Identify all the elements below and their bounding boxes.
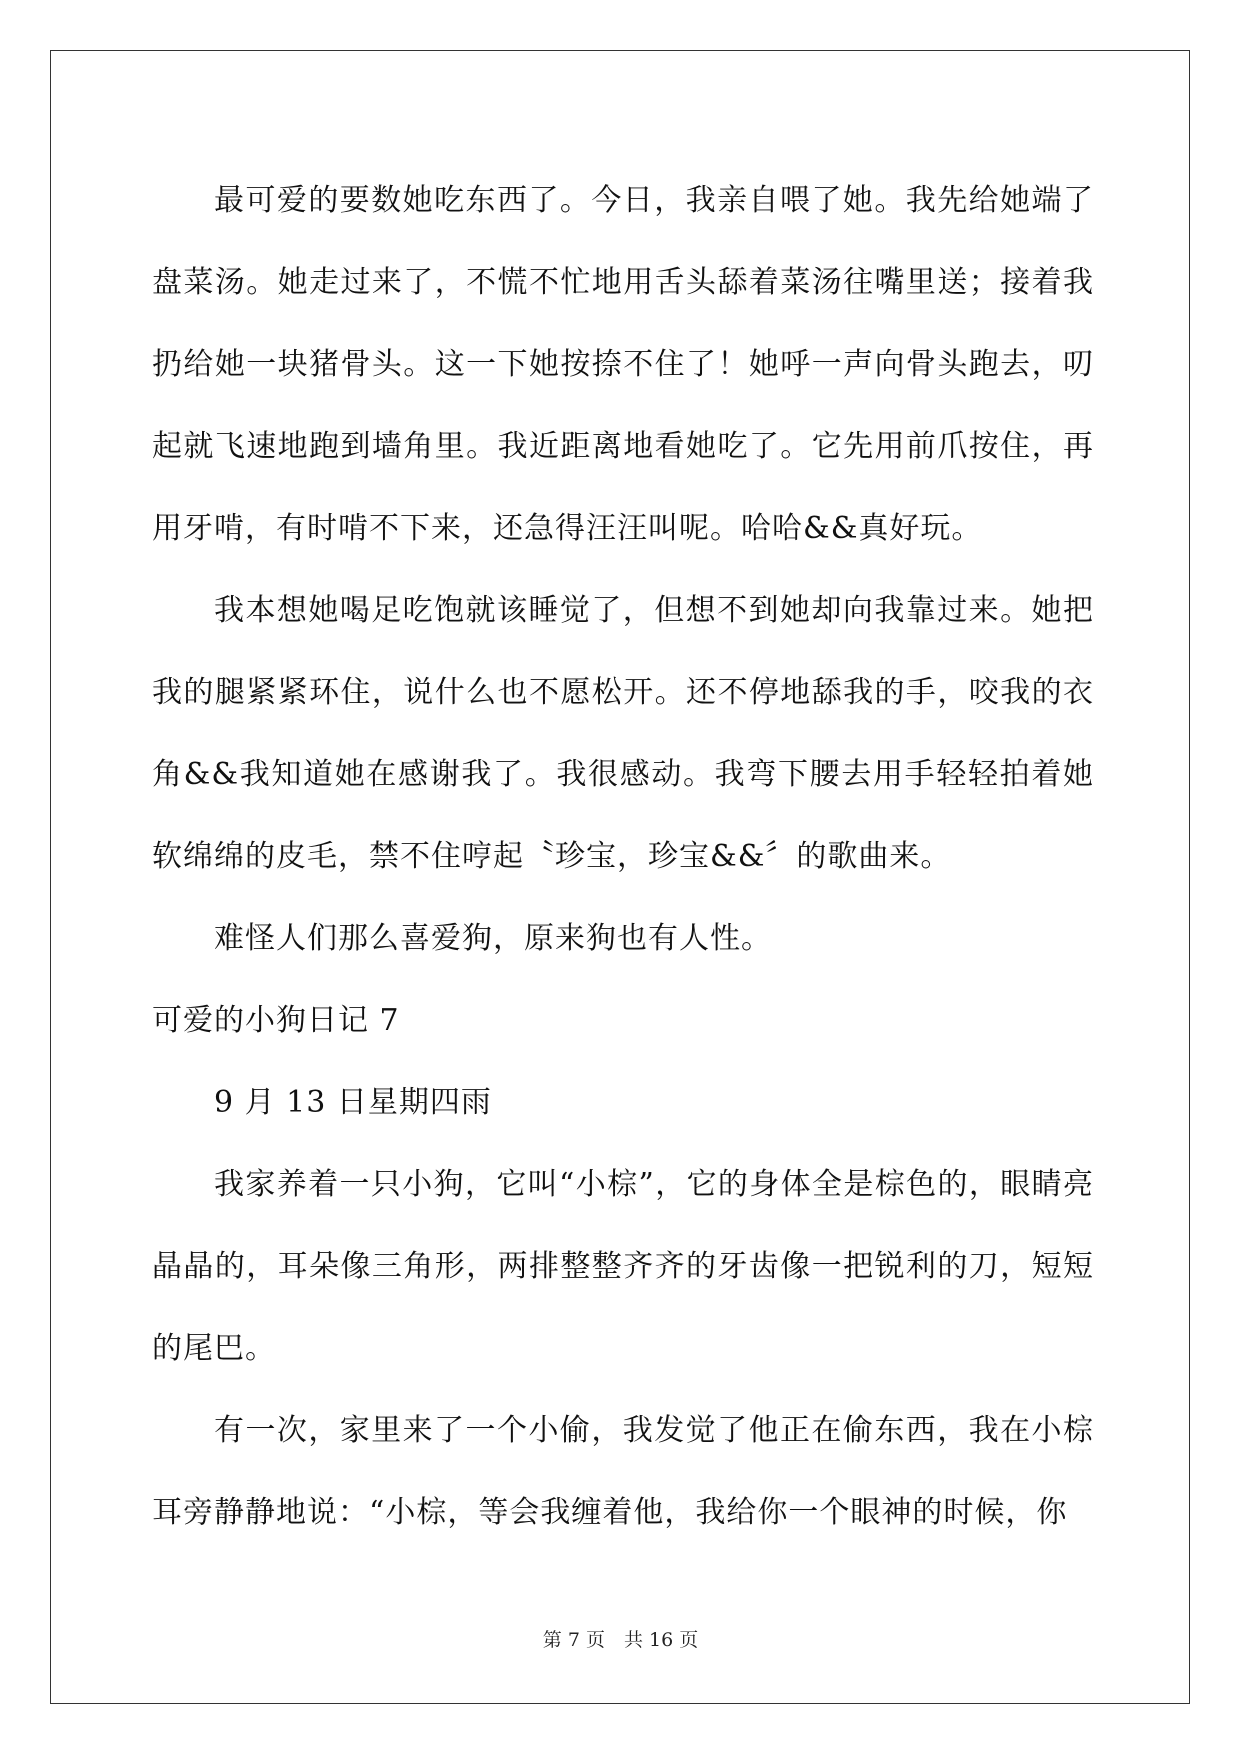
paragraph-feeding: 最可爱的要数她吃东西了。今日，我亲自喂了她。我先给她端了盘菜汤。她走过来了，不慌不忙地用舌头舔着菜汤往嘴里送；接着我扔给她一块猪骨头。这一下她按捺不住了！她呼一声向骨头跑去，叨起就飞速地跑到墙角里。我近距离地看她吃了。它先用前爪按住，再用牙啃，有时啃不下来，还急得汪汪叫呢。哈哈&&真好玩。 bbox=[152, 183, 1094, 546]
document-body bbox=[152, 160, 1094, 1554]
paragraph-hug: 我本想她喝足吃饱就该睡觉了，但想不到她却向我靠过来。她把我的腿紧紧环住，说什么也不愿松开。还不停地舔我的手，咬我的衣角&&我知道她在感谢我了。我很感动。我弯下腰去用手轻轻拍着她软绵绵的皮毛，禁不住哼起〝珍宝，珍宝&&〞的歌曲来。 bbox=[152, 593, 1094, 874]
page-number: 第 7 页 共 16 页 bbox=[542, 1629, 699, 1651]
section-heading: 可爱的小狗日记 7 bbox=[152, 1003, 400, 1038]
diary-date: 9 月 13 日星期四雨 bbox=[214, 1085, 492, 1120]
paragraph-conclusion: 难怪人们那么喜爱狗，原来狗也有人性。 bbox=[214, 921, 772, 956]
paragraph-description: 我家养着一只小狗，它叫“小棕”，它的身体全是棕色的，眼睛亮晶晶的，耳朵像三角形，两排整整齐齐的牙齿像一把锐利的刀，短短的尾巴。 bbox=[152, 1167, 1094, 1366]
paragraph-thief: 有一次，家里来了一个小偷，我发觉了他正在偷东西，我在小棕耳旁静静地说：“小棕，等会我缠着他，我给你一个眼神的时候，你 bbox=[152, 1413, 1094, 1530]
